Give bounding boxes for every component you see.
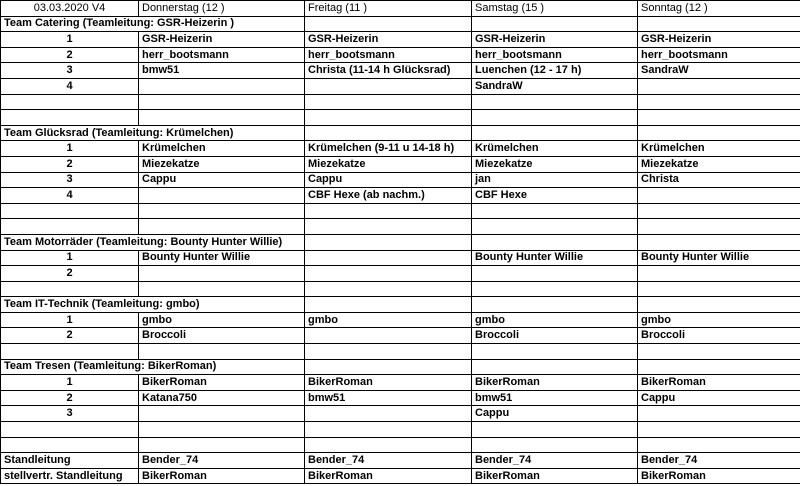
empty-cell[interactable]	[305, 234, 472, 250]
assignment-cell-saturday[interactable]	[472, 266, 638, 282]
slot-row	[1, 390, 800, 406]
assignment-cell-friday[interactable]: BikerRoman	[305, 375, 472, 391]
blank-row	[1, 437, 800, 453]
role-label-cell[interactable]: stellvertr. Standleitung	[1, 468, 139, 484]
empty-cell[interactable]	[1, 110, 139, 126]
empty-cell[interactable]	[638, 359, 800, 375]
empty-cell[interactable]	[472, 344, 638, 360]
empty-cell[interactable]	[305, 437, 472, 453]
assignment-cell-sunday[interactable]	[638, 188, 800, 204]
empty-cell[interactable]	[139, 437, 305, 453]
role-cell-sunday[interactable]: BikerRoman	[638, 468, 800, 484]
assignment-cell-friday[interactable]: herr_bootsmann	[305, 47, 472, 63]
empty-cell[interactable]	[472, 219, 638, 235]
assignment-cell-friday[interactable]: Cappu	[305, 172, 472, 188]
slot-row	[1, 63, 800, 79]
slot-number-cell[interactable]: 3	[1, 406, 139, 422]
empty-cell[interactable]	[139, 281, 305, 297]
assignment-cell-sunday[interactable]: GSR-Heizerin	[638, 32, 800, 48]
empty-cell[interactable]	[305, 110, 472, 126]
empty-cell[interactable]	[638, 281, 800, 297]
assignment-cell-saturday[interactable]: Cappu	[472, 406, 638, 422]
assignment-cell-friday[interactable]	[305, 266, 472, 282]
empty-cell[interactable]	[472, 110, 638, 126]
empty-cell[interactable]	[305, 297, 472, 313]
assignment-cell-friday[interactable]	[305, 250, 472, 266]
empty-cell[interactable]	[472, 234, 638, 250]
slot-number-cell[interactable]: 4	[1, 78, 139, 94]
day-header-thursday[interactable]: Donnerstag (12 )	[139, 1, 305, 17]
empty-cell[interactable]	[139, 422, 305, 438]
empty-cell[interactable]	[472, 16, 638, 32]
assignment-cell-sunday[interactable]	[638, 78, 800, 94]
slot-number-cell[interactable]: 1	[1, 32, 139, 48]
team-title-cell[interactable]: Team Glücksrad (Teamleitung: Krümelchen)	[1, 125, 305, 141]
empty-cell[interactable]	[1, 94, 139, 110]
assignment-cell-saturday[interactable]: herr_bootsmann	[472, 47, 638, 63]
empty-cell[interactable]	[139, 203, 305, 219]
assignment-cell-friday[interactable]: Miezekatze	[305, 156, 472, 172]
assignment-cell-sunday[interactable]: Cappu	[638, 390, 800, 406]
role-cell-friday[interactable]: BikerRoman	[305, 468, 472, 484]
slot-row	[1, 156, 800, 172]
assignment-cell-sunday[interactable]	[638, 406, 800, 422]
empty-cell[interactable]	[638, 110, 800, 126]
empty-cell[interactable]	[638, 234, 800, 250]
slot-number-cell[interactable]: 3	[1, 63, 139, 79]
empty-cell[interactable]	[305, 203, 472, 219]
slot-number-cell[interactable]: 1	[1, 250, 139, 266]
assignment-cell-saturday[interactable]: CBF Hexe	[472, 188, 638, 204]
slot-number-cell[interactable]: 2	[1, 156, 139, 172]
assignment-cell-thursday[interactable]	[139, 406, 305, 422]
slot-number-cell[interactable]: 2	[1, 390, 139, 406]
assignment-cell-thursday[interactable]: herr_bootsmann	[139, 47, 305, 63]
slot-number-cell[interactable]: 1	[1, 312, 139, 328]
slot-row	[1, 406, 800, 422]
empty-cell[interactable]	[638, 94, 800, 110]
role-row	[1, 468, 800, 484]
assignment-cell-friday[interactable]: bmw51	[305, 390, 472, 406]
blank-row	[1, 203, 800, 219]
assignment-cell-friday[interactable]	[305, 78, 472, 94]
empty-cell[interactable]	[472, 94, 638, 110]
empty-cell[interactable]	[638, 297, 800, 313]
empty-cell[interactable]	[1, 219, 139, 235]
version-cell[interactable]: 03.03.2020 V4	[1, 1, 139, 17]
assignment-cell-thursday[interactable]: GSR-Heizerin	[139, 32, 305, 48]
empty-cell[interactable]	[472, 203, 638, 219]
blank-row	[1, 110, 800, 126]
blank-row	[1, 422, 800, 438]
slot-row	[1, 266, 800, 282]
assignment-cell-sunday[interactable]: Christa	[638, 172, 800, 188]
assignment-cell-friday[interactable]: gmbo	[305, 312, 472, 328]
slot-number-cell[interactable]: 1	[1, 375, 139, 391]
team-header-row	[1, 125, 800, 141]
day-header-saturday[interactable]: Samstag (15 )	[472, 1, 638, 17]
slot-row	[1, 250, 800, 266]
assignment-cell-saturday[interactable]: GSR-Heizerin	[472, 32, 638, 48]
assignment-cell-thursday[interactable]: Cappu	[139, 172, 305, 188]
assignment-cell-friday[interactable]: Christa (11-14 h Glücksrad)	[305, 63, 472, 79]
assignment-cell-sunday[interactable]: Bounty Hunter Willie	[638, 250, 800, 266]
assignment-cell-friday[interactable]	[305, 328, 472, 344]
assignment-cell-saturday[interactable]: Broccoli	[472, 328, 638, 344]
slot-number-cell[interactable]: 2	[1, 328, 139, 344]
empty-cell[interactable]	[1, 422, 139, 438]
header-row	[1, 1, 800, 17]
slot-number-cell[interactable]: 3	[1, 172, 139, 188]
role-cell-thursday[interactable]: Bender_74	[139, 453, 305, 469]
empty-cell[interactable]	[1, 281, 139, 297]
slot-row	[1, 32, 800, 48]
empty-cell[interactable]	[1, 203, 139, 219]
assignment-cell-saturday[interactable]: Bounty Hunter Willie	[472, 250, 638, 266]
role-label-cell[interactable]: Standleitung	[1, 453, 139, 469]
team-title-cell[interactable]: Team Motorräder (Teamleitung: Bounty Hunter Willie)	[1, 234, 305, 250]
team-header-row	[1, 16, 800, 32]
empty-cell[interactable]	[139, 94, 305, 110]
team-header-row	[1, 297, 800, 313]
slot-number-cell[interactable]: 1	[1, 141, 139, 157]
slot-row	[1, 172, 800, 188]
assignment-cell-thursday[interactable]: gmbo	[139, 312, 305, 328]
assignment-cell-friday[interactable]: GSR-Heizerin	[305, 32, 472, 48]
role-row	[1, 453, 800, 469]
assignment-cell-thursday[interactable]: Bounty Hunter Willie	[139, 250, 305, 266]
day-header-friday[interactable]: Freitag (11 )	[305, 1, 472, 17]
empty-cell[interactable]	[305, 281, 472, 297]
assignment-cell-saturday[interactable]: Miezekatze	[472, 156, 638, 172]
empty-cell[interactable]	[638, 219, 800, 235]
empty-cell[interactable]	[472, 297, 638, 313]
team-title-cell[interactable]: Team IT-Technik (Teamleitung: gmbo)	[1, 297, 305, 313]
empty-cell[interactable]	[1, 437, 139, 453]
role-cell-saturday[interactable]: Bender_74	[472, 453, 638, 469]
assignment-cell-friday[interactable]	[305, 406, 472, 422]
schedule-body	[1, 1, 800, 484]
assignment-cell-sunday[interactable]: Krümelchen	[638, 141, 800, 157]
blank-row	[1, 281, 800, 297]
assignment-cell-saturday[interactable]: bmw51	[472, 390, 638, 406]
empty-cell[interactable]	[1, 344, 139, 360]
role-cell-saturday[interactable]: BikerRoman	[472, 468, 638, 484]
assignment-cell-thursday[interactable]: Katana750	[139, 390, 305, 406]
empty-cell[interactable]	[139, 344, 305, 360]
empty-cell[interactable]	[638, 16, 800, 32]
empty-cell[interactable]	[305, 422, 472, 438]
assignment-cell-sunday[interactable]	[638, 266, 800, 282]
assignment-cell-thursday[interactable]	[139, 188, 305, 204]
empty-cell[interactable]	[139, 110, 305, 126]
empty-cell[interactable]	[638, 344, 800, 360]
role-cell-friday[interactable]: Bender_74	[305, 453, 472, 469]
empty-cell[interactable]	[638, 203, 800, 219]
slot-row	[1, 312, 800, 328]
team-header-row	[1, 359, 800, 375]
empty-cell[interactable]	[305, 16, 472, 32]
slot-number-cell[interactable]: 2	[1, 47, 139, 63]
blank-row	[1, 219, 800, 235]
assignment-cell-thursday[interactable]: BikerRoman	[139, 375, 305, 391]
empty-cell[interactable]	[472, 422, 638, 438]
slot-row	[1, 47, 800, 63]
team-header-row	[1, 234, 800, 250]
team-title-cell[interactable]: Team Catering (Teamleitung: GSR-Heizerin )	[1, 16, 305, 32]
slot-row	[1, 375, 800, 391]
assignment-cell-thursday[interactable]	[139, 266, 305, 282]
assignment-cell-thursday[interactable]: Broccoli	[139, 328, 305, 344]
assignment-cell-sunday[interactable]: SandraW	[638, 63, 800, 79]
empty-cell[interactable]	[638, 437, 800, 453]
day-header-sunday[interactable]: Sonntag (12 )	[638, 1, 800, 17]
assignment-cell-saturday[interactable]: gmbo	[472, 312, 638, 328]
blank-row	[1, 344, 800, 360]
assignment-cell-friday[interactable]: CBF Hexe (ab nachm.)	[305, 188, 472, 204]
assignment-cell-sunday[interactable]: herr_bootsmann	[638, 47, 800, 63]
empty-cell[interactable]	[638, 422, 800, 438]
assignment-cell-sunday[interactable]: BikerRoman	[638, 375, 800, 391]
assignment-cell-saturday[interactable]: Luenchen (12 - 17 h)	[472, 63, 638, 79]
slot-row	[1, 328, 800, 344]
empty-cell[interactable]	[472, 359, 638, 375]
assignment-cell-sunday[interactable]: Miezekatze	[638, 156, 800, 172]
assignment-cell-thursday[interactable]	[139, 78, 305, 94]
empty-cell[interactable]	[305, 219, 472, 235]
assignment-cell-sunday[interactable]: gmbo	[638, 312, 800, 328]
empty-cell[interactable]	[472, 281, 638, 297]
assignment-cell-thursday[interactable]: Krümelchen	[139, 141, 305, 157]
empty-cell[interactable]	[472, 437, 638, 453]
empty-cell[interactable]	[638, 125, 800, 141]
empty-cell[interactable]	[305, 94, 472, 110]
role-cell-sunday[interactable]: Bender_74	[638, 453, 800, 469]
slot-row	[1, 141, 800, 157]
assignment-cell-friday[interactable]: Krümelchen (9-11 u 14-18 h)	[305, 141, 472, 157]
slot-row	[1, 78, 800, 94]
assignment-cell-saturday[interactable]: BikerRoman	[472, 375, 638, 391]
slot-row	[1, 188, 800, 204]
empty-cell[interactable]	[305, 344, 472, 360]
role-cell-thursday[interactable]: BikerRoman	[139, 468, 305, 484]
assignment-cell-thursday[interactable]: bmw51	[139, 63, 305, 79]
slot-number-cell[interactable]: 4	[1, 188, 139, 204]
blank-row	[1, 94, 800, 110]
assignment-cell-sunday[interactable]: Broccoli	[638, 328, 800, 344]
empty-cell[interactable]	[472, 125, 638, 141]
empty-cell[interactable]	[305, 359, 472, 375]
team-title-cell[interactable]: Team Tresen (Teamleitung: BikerRoman)	[1, 359, 305, 375]
slot-number-cell[interactable]: 2	[1, 266, 139, 282]
assignment-cell-saturday[interactable]: Krümelchen	[472, 141, 638, 157]
empty-cell[interactable]	[305, 125, 472, 141]
assignment-cell-saturday[interactable]: jan	[472, 172, 638, 188]
assignment-cell-saturday[interactable]: SandraW	[472, 78, 638, 94]
empty-cell[interactable]	[139, 219, 305, 235]
assignment-cell-thursday[interactable]: Miezekatze	[139, 156, 305, 172]
